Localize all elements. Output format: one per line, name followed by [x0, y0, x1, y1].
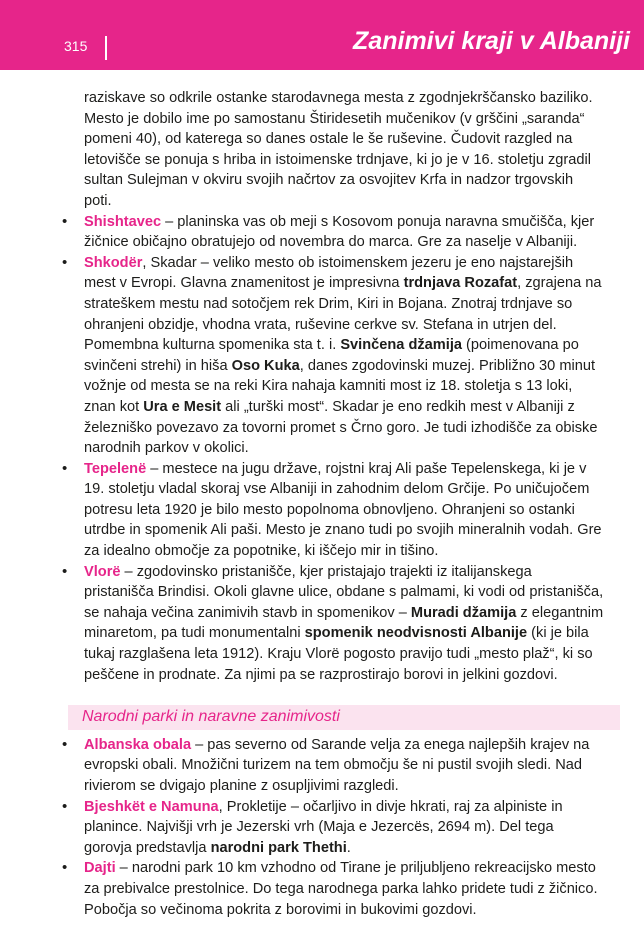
bullet-icon: •	[62, 735, 68, 753]
list-item-tepelene	[62, 459, 604, 562]
bullet-icon: •	[62, 212, 68, 230]
list-item-vlore	[62, 562, 604, 686]
place-text: , danes zgodovinski muzej. Približno 30 minut vožnje od mesta se na reki Kira nahaja kamniti most iz 18. stoletja s 13 loki, znan kot	[84, 357, 596, 415]
park-text: .	[346, 839, 351, 856]
place-name: Vlorë	[84, 563, 121, 580]
place-text: – mestece na jugu države, rojstni kraj Ali paše Tepelenskega, ki je v 19. stoletju vladal skoraj vse Albaniji in zahodnim delom Grčije. Po uničujočem potresu leta 1920 je bilo mesto popolnoma obnovljeno. Ohranjeni so ostanki utrdbe in spomenik Ali paši. Mesto je znano tudi po svojih mineralnih vodah. Gre za idealno območje za popotnike, ki iščejo mir in tišino.	[84, 460, 602, 560]
highlight: Oso Kuka	[231, 357, 300, 374]
places-list	[62, 212, 604, 686]
intro-paragraph: raziskave so odkrile ostanke starodavnega mesta z zgodnjekrščansko baziliko. Mesto je dobilo ime po samostanu Štiridesetih mučenikov (v grščini „saranda“ pomeni 40), od katerega so danes ostale le še ruševine. Čudovit razgled na letovišče se ponuja s hriba in istoimenske trdnjave, ki jo je v 16. stoletju zgradil sultan Sulejman v okviru svojih načrtov za osvojitev Krfa in nadzor trgovskih poti.	[84, 90, 593, 209]
bullet-icon: •	[62, 797, 68, 815]
section-heading-band	[68, 705, 620, 730]
place-name: Tepelenë	[84, 460, 147, 477]
bullet-icon: •	[62, 253, 68, 271]
bullet-icon: •	[62, 459, 68, 477]
place-text: (ki je bila tukaj razglašena leta 1912). Kraju Vlorë pogosto pravijo tudi „mesto plaž“, ki so peščene in prodnate. Za njimi pa se razprostirajo borovi in jelkini gozdovi.	[84, 625, 593, 683]
park-text: , Prokletije – očarljivo in divje hkrati, raj za alpiniste in planince. Najvišji vrh je Jezerski vrh (Maja e Jezercës, 2694 m). Del tega gorovja predstavlja	[84, 798, 563, 856]
park-text: – pas severno od Sarande velja za enega najlepših krajev na evropski obali. Množični turizem na tem območju še ni pustil svojih sledi. Nad rivierom se dvigajo planine z osupljivimi razgledi.	[84, 736, 590, 794]
list-item-shishtavec	[62, 212, 604, 253]
place-text: – zgodovinsko pristanišče, kjer pristajajo trajekti iz italijanskega pristanišča Brindisi. Okoli glavne ulice, obdane s palmami, ki vodi od pristanišča, se nahaja večina zanimivih stavb in spomenikov –	[84, 563, 604, 621]
place-text: , Skadar – veliko mesto ob istoimenskem jezeru je eno najstarejših mest v Evropi. Glavna znamenitost je impresivna	[84, 254, 574, 292]
park-name: Dajti	[84, 860, 116, 877]
list-item-bjeshket-e-namuna	[62, 797, 604, 859]
page-content	[62, 88, 604, 920]
place-text: z elegantnim minaretom, pa tudi monumentalni	[84, 604, 604, 642]
park-name: Bjeshkët e Namuna	[84, 798, 219, 815]
highlight: Ura e Mesit	[143, 398, 222, 415]
highlight: Svinčena džamija	[340, 337, 462, 354]
bullet-icon: •	[62, 859, 68, 877]
bullet-icon: •	[62, 562, 68, 580]
header-divider	[105, 36, 107, 60]
list-item-albanska-obala	[62, 735, 604, 797]
place-text: (poimenovana po svinčeni strehi) in hiša	[84, 337, 579, 374]
list-item-dajti	[62, 858, 604, 920]
list-item-shkoder	[62, 253, 604, 459]
place-name: Shishtavec	[84, 213, 162, 230]
chapter-title: Zanimivi kraji v Albaniji	[353, 27, 630, 55]
park-name: Albanska obala	[84, 736, 192, 753]
place-text: , zgrajena na strateškem mestu nad sotočjem rek Drim, Kiri in Bojana. Znotraj trdnjave so ohranjeni obzidje, vhodna vrata, ruševine cerkve sv. Stefana in utrjen del. Pomembna kulturna spomenika sta t. i.	[84, 275, 602, 354]
page-number: 315	[64, 38, 88, 54]
place-name: Shkodër	[84, 254, 143, 271]
section-title: Narodni parki in naravne zanimivosti	[82, 708, 340, 726]
highlight: spomenik neodvisnosti Albanije	[304, 625, 528, 642]
place-text: – planinska vas ob meji s Kosovom ponuja naravna smučišča, kjer žičnice običajno obratujejo od novembra do marca. Gre za naselje v Albaniji.	[84, 213, 595, 251]
parks-list	[62, 735, 604, 920]
place-text: ali „turški most“. Skadar je eno redkih mest v Albaniji z železniško povezavo za tovorni promet s Črno goro. Je tudi izhodišče za obiske narodnih parkov v okolici.	[84, 398, 598, 457]
highlight: narodni park Thethi	[210, 839, 347, 856]
highlight: Muradi džamija	[410, 604, 517, 621]
park-text: – narodni park 10 km vzhodno od Tirane je priljubljeno rekreacijsko mesto za prebivalce prestolnice. Do tega narodnega parka lahko pridete tudi z žičnico. Pobočja so večinoma pokrita z borovimi in bukovimi gozdovi.	[84, 860, 598, 918]
highlight: trdnjava Rozafat	[403, 275, 518, 292]
page-header	[0, 0, 644, 70]
